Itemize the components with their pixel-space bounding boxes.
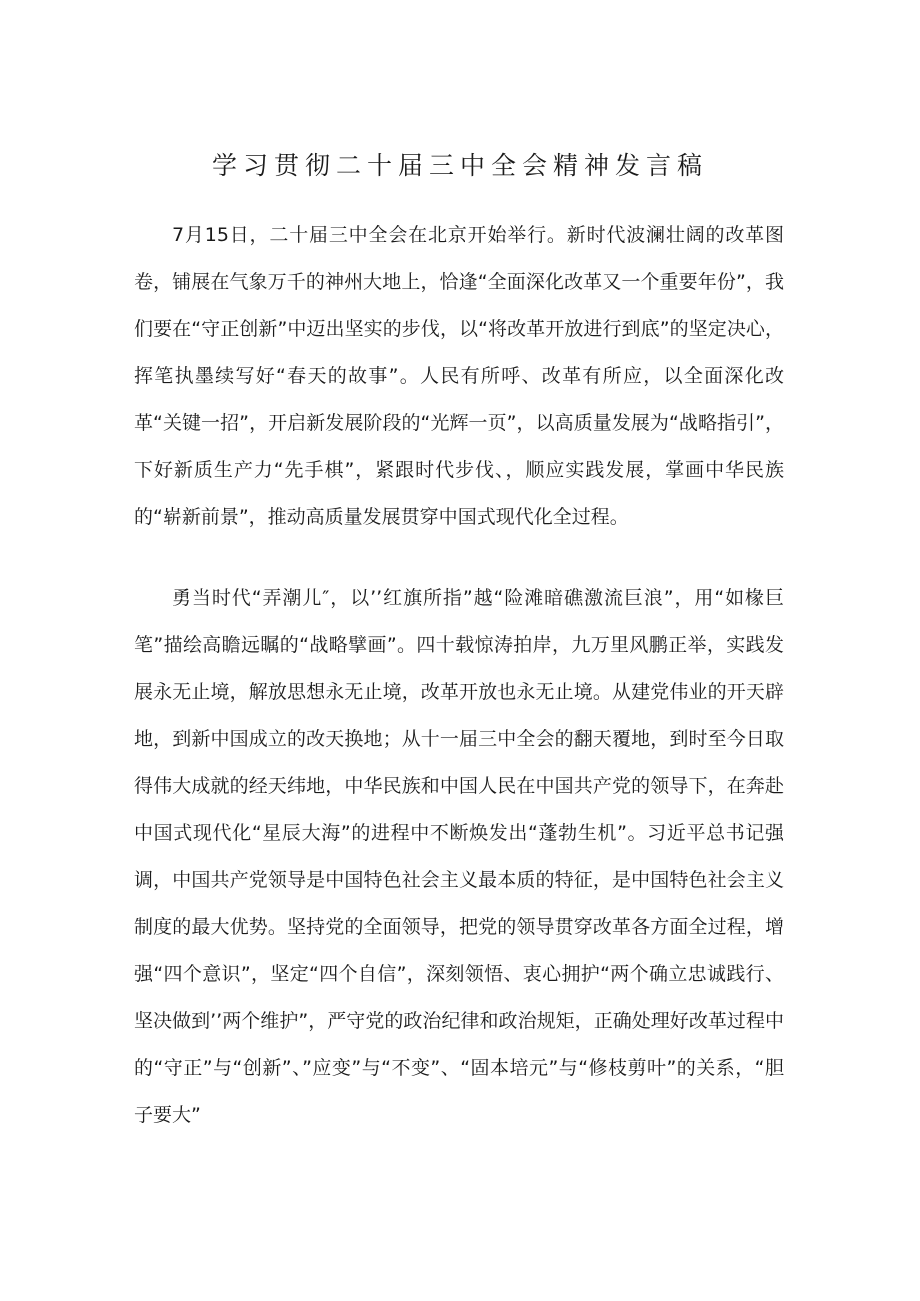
document-title: 学习贯彻二十届三中全会精神发言稿	[211, 151, 708, 180]
paragraph-1: 7月15日，二十届三中全会在北京开始举行。新时代波澜壮阔的改革图卷，铺展在气象万千的神州大地上，恰逢“全面深化改革又一个重要年份”，我们要在“守正创新”中迈出坚实的步伐，以“将改革开放进行到底”的坚定决心，挥笔执墨续写好“春天的故事”。人民有所呼、改革有所应，以全面深化改革“关键一招”，开启新发展阶段的“光辉一页”，以高质量发展为“战略指引”，下好新质生产力“先手棋”，紧跟时代步伐、，顺应实践发展，掌画中华民族的“崭新前景”，推动高质量发展贯穿中国式现代化全过程。	[134, 224, 784, 528]
paragraph-2: 勇当时代“弄潮儿″，以’’红旗所指”越“险滩暗礁激流巨浪”，用“如椽巨笔”描绘高瞻远瞩的“战略擘画”。四十载惊涛拍岸，九万里风鹏正举，实践发展永无止境，解放思想永无止境，改革开放也永无止境。从建党伟业的开天辟地，到新中国成立的改天换地；从十一届三中全会的翻天覆地，到时至今日取得伟大成就的经天纬地，中华民族和中国人民在中国共产党的领导下，在奔赴中国式现代化“星辰大海”的进程中不断焕发出“蓬勃生机”。习近平总书记强调，中国共产党领导是中国特色社会主义最本质的特征，是中国特色社会主义制度的最大优势。坚持党的全面领导，把党的领导贯穿改革各方面全过程，增强“四个意识”，坚定“四个自信”，深刻领悟、衷心拥护“两个确立忠诚践行、坚决做到’’两个维护”，严守党的政治纪律和政治规矩，正确处理好改革过程中的“守正”与“创新”、”应变”与“不变”、“固本培元”与“修枝剪叶”的关系，“胆子要大”	[134, 587, 784, 1126]
